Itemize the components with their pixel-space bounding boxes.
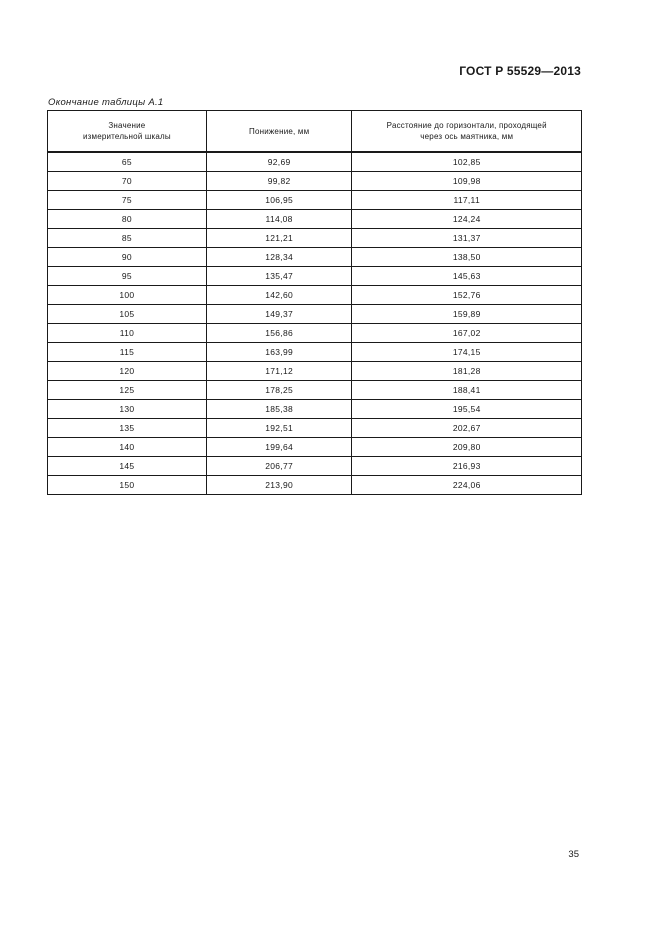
cell-drop: 135,47 <box>206 267 352 286</box>
header-row <box>48 111 582 153</box>
cell-scale-value: 130 <box>48 400 207 419</box>
cell-scale-value: 80 <box>48 210 207 229</box>
data-table <box>47 110 582 495</box>
cell-distance: 109,98 <box>352 172 582 191</box>
cell-distance: 224,06 <box>352 476 582 495</box>
cell-drop: 142,60 <box>206 286 352 305</box>
cell-scale-value: 110 <box>48 324 207 343</box>
cell-drop: 163,99 <box>206 343 352 362</box>
cell-scale-value: 150 <box>48 476 207 495</box>
cell-drop: 156,86 <box>206 324 352 343</box>
cell-drop: 149,37 <box>206 305 352 324</box>
column-header-label: Расстояние до горизонтали, проходящей через ось маятника, мм <box>386 121 547 141</box>
table-row <box>48 400 582 419</box>
cell-distance: 195,54 <box>352 400 582 419</box>
cell-drop: 213,90 <box>206 476 352 495</box>
cell-scale-value: 120 <box>48 362 207 381</box>
table-row <box>48 457 582 476</box>
cell-drop: 206,77 <box>206 457 352 476</box>
cell-distance: 145,63 <box>352 267 582 286</box>
cell-distance: 152,76 <box>352 286 582 305</box>
cell-distance: 167,02 <box>352 324 582 343</box>
table-row <box>48 152 582 172</box>
page-number: 35 <box>568 849 579 860</box>
table-row <box>48 229 582 248</box>
cell-scale-value: 115 <box>48 343 207 362</box>
cell-distance: 209,80 <box>352 438 582 457</box>
cell-scale-value: 95 <box>48 267 207 286</box>
table-row <box>48 210 582 229</box>
table-row <box>48 267 582 286</box>
table-row <box>48 191 582 210</box>
table-header <box>48 111 582 153</box>
table-caption: Окончание таблицы А.1 <box>48 97 164 108</box>
cell-scale-value: 85 <box>48 229 207 248</box>
table-row <box>48 438 582 457</box>
table-row <box>48 305 582 324</box>
table-row <box>48 172 582 191</box>
cell-scale-value: 105 <box>48 305 207 324</box>
document-code: ГОСТ Р 55529—2013 <box>459 64 581 78</box>
cell-drop: 192,51 <box>206 419 352 438</box>
cell-drop: 114,08 <box>206 210 352 229</box>
cell-distance: 117,11 <box>352 191 582 210</box>
cell-scale-value: 90 <box>48 248 207 267</box>
cell-distance: 124,24 <box>352 210 582 229</box>
cell-scale-value: 65 <box>48 152 207 172</box>
column-header-label: Значение измерительной шкалы <box>82 121 171 141</box>
column-header-label: Понижение, мм <box>249 126 310 136</box>
table-row <box>48 362 582 381</box>
cell-drop: 92,69 <box>206 152 352 172</box>
column-header-distance <box>352 111 582 153</box>
table-row <box>48 286 582 305</box>
table-row <box>48 343 582 362</box>
cell-scale-value: 75 <box>48 191 207 210</box>
table-body <box>48 152 582 495</box>
cell-drop: 121,21 <box>206 229 352 248</box>
cell-scale-value: 140 <box>48 438 207 457</box>
table-row <box>48 419 582 438</box>
column-header-drop <box>206 111 352 153</box>
column-header-scale-value <box>48 111 207 153</box>
cell-distance: 181,28 <box>352 362 582 381</box>
cell-distance: 174,15 <box>352 343 582 362</box>
cell-drop: 128,34 <box>206 248 352 267</box>
cell-drop: 199,64 <box>206 438 352 457</box>
cell-drop: 99,82 <box>206 172 352 191</box>
cell-distance: 188,41 <box>352 381 582 400</box>
cell-distance: 216,93 <box>352 457 582 476</box>
cell-drop: 171,12 <box>206 362 352 381</box>
cell-drop: 178,25 <box>206 381 352 400</box>
cell-distance: 159,89 <box>352 305 582 324</box>
cell-scale-value: 100 <box>48 286 207 305</box>
table-row <box>48 476 582 495</box>
cell-scale-value: 145 <box>48 457 207 476</box>
table-row <box>48 248 582 267</box>
cell-scale-value: 125 <box>48 381 207 400</box>
cell-distance: 131,37 <box>352 229 582 248</box>
cell-drop: 106,95 <box>206 191 352 210</box>
table-row <box>48 381 582 400</box>
cell-scale-value: 135 <box>48 419 207 438</box>
cell-drop: 185,38 <box>206 400 352 419</box>
cell-scale-value: 70 <box>48 172 207 191</box>
cell-distance: 102,85 <box>352 152 582 172</box>
table-row <box>48 324 582 343</box>
cell-distance: 202,67 <box>352 419 582 438</box>
cell-distance: 138,50 <box>352 248 582 267</box>
